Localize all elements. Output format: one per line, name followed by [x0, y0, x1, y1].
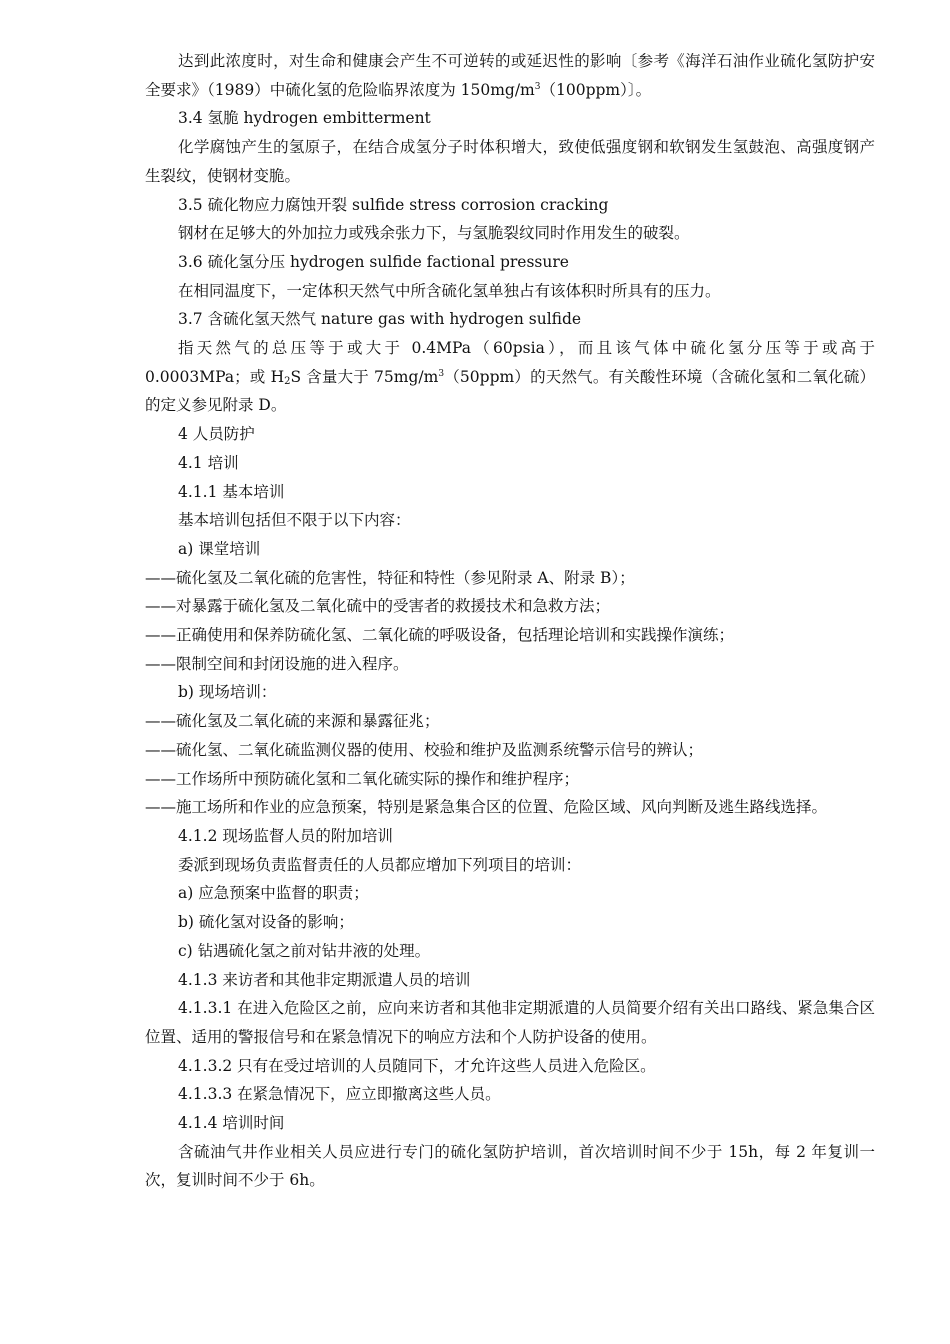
dash-item: ——硫化氢及二氧化硫的来源和暴露征兆； [145, 712, 440, 731]
dash-item: ——对暴露于硫化氢及二氧化硫中的受害者的救援技术和急救方法； [145, 597, 611, 616]
section-heading-4-1-3: 4.1.3 来访者和其他非定期派遣人员的培训 [178, 970, 471, 989]
paragraph-sour-gas-definition [145, 334, 875, 420]
paragraph-hydrogen-embrittlement: 化学腐蚀产生的氢原子，在结合成氢分子时体积增大，致使低强度钢和软钢发生氢鼓泡、高强度钢产生裂纹，使钢材变脆。 [145, 138, 875, 185]
section-heading-4: 4 人员防护 [178, 425, 255, 444]
dash-item: ——施工场所和作业的应急预案，特别是紧急集合区的位置、危险区域、风向判断及逃生路线选择。 [145, 798, 828, 817]
text-segment: （100ppm）〕。 [540, 80, 652, 99]
paragraph-training-duration: 含硫油气井作业相关人员应进行专门的硫化氢防护培训，首次培训时间不少于 15h，每 2 年复训一次，复训时间不少于 6h。 [145, 1142, 875, 1190]
text-segment: 指天然气的总压等于或大于 0.4MPa（60psia），而且该气体中硫化氢分压等于或高于 0.0003MPa；或 H [145, 339, 875, 386]
list-item: b) 硫化氢对设备的影响； [178, 913, 354, 932]
dash-item: ——工作场所中预防硫化氢和二氧化硫实际的操作和维护程序； [145, 769, 580, 788]
section-heading-3-5: 3.5 硫化物应力腐蚀开裂 sulfide stress corrosion cracking [178, 195, 609, 214]
paragraph-sulfide-stress-cracking: 钢材在足够大的外加拉力或残余张力下，与氢脆裂纹同时作用发生的破裂。 [178, 224, 690, 243]
section-heading-4-1-1: 4.1.1 基本培训 [178, 482, 285, 501]
dash-item: ——限制空间和封闭设施的进入程序。 [145, 654, 409, 673]
dash-item: ——硫化氢及二氧化硫的危害性，特征和特性（参见附录 A、附录 B）； [145, 568, 635, 587]
paragraph-4-1-3-3: 4.1.3.3 在紧急情况下，应立即撤离这些人员。 [178, 1085, 501, 1104]
section-heading-3-7: 3.7 含硫化氢天然气 nature gas with hydrogen sulfide [178, 310, 582, 329]
dash-item: ——硫化氢、二氧化硫监测仪器的使用、校验和维护及监测系统警示信号的辨认； [145, 740, 704, 759]
section-heading-3-6: 3.6 硫化氢分压 hydrogen sulfide factional pressure [178, 252, 569, 271]
dash-item: ——正确使用和保养防硫化氢、二氧化硫的呼吸设备，包括理论培训和实践操作演练； [145, 626, 735, 645]
paragraph-toxic-concentration-note [145, 47, 875, 104]
text-segment: 达到此浓度时，对生命和健康会产生不可逆转的或延迟性的影响〔参考《海洋石油作业硫化氢防护安全要求》（1989）中硫化氢的危险临界浓度为 150mg/m [145, 52, 875, 99]
list-item: a) 应急预案中监督的职责； [178, 884, 369, 903]
section-heading-4-1: 4.1 培训 [178, 453, 239, 472]
paragraph-4-1-3-2: 4.1.3.2 只有在受过培训的人员随同下，才允许这些人员进入危险区。 [178, 1056, 656, 1075]
list-item-classroom-training: a) 课堂培训 [178, 539, 261, 558]
section-heading-4-1-2: 4.1.2 现场监督人员的附加培训 [178, 826, 393, 845]
list-item: c) 钻遇硫化氢之前对钻井液的处理。 [178, 941, 431, 960]
document-body [145, 47, 875, 1195]
paragraph-supervisor-training-intro: 委派到现场负责监督责任的人员都应增加下列项目的培训： [178, 855, 582, 874]
superscript-3: 3 [534, 81, 541, 92]
list-item-field-training: b) 现场培训： [178, 683, 277, 702]
superscript-3: 3 [438, 368, 445, 379]
text-segment: （50ppm）的天然气。有关酸性环境（含硫化氢和二氧化硫）的定义参见附录 D。 [145, 367, 875, 415]
paragraph-4-1-3-1: 4.1.3.1 在进入危险区之前，应向来访者和其他非定期派遣的人员简要介绍有关出口路线、紧急集合区位置、适用的警报信号和在紧急情况下的响应方法和个人防护设备的使用。 [145, 999, 875, 1046]
subscript-2: 2 [284, 375, 291, 387]
paragraph-basic-training-intro: 基本培训包括但不限于以下内容： [178, 511, 411, 530]
section-heading-4-1-4: 4.1.4 培训时间 [178, 1114, 285, 1133]
section-heading-3-4: 3.4 氢脆 hydrogen embitterment [178, 109, 431, 128]
text-segment: S 含量大于 75mg/m [290, 367, 439, 386]
paragraph-partial-pressure: 在相同温度下，一定体积天然气中所含硫化氢单独占有该体积时所具有的压力。 [178, 281, 721, 300]
